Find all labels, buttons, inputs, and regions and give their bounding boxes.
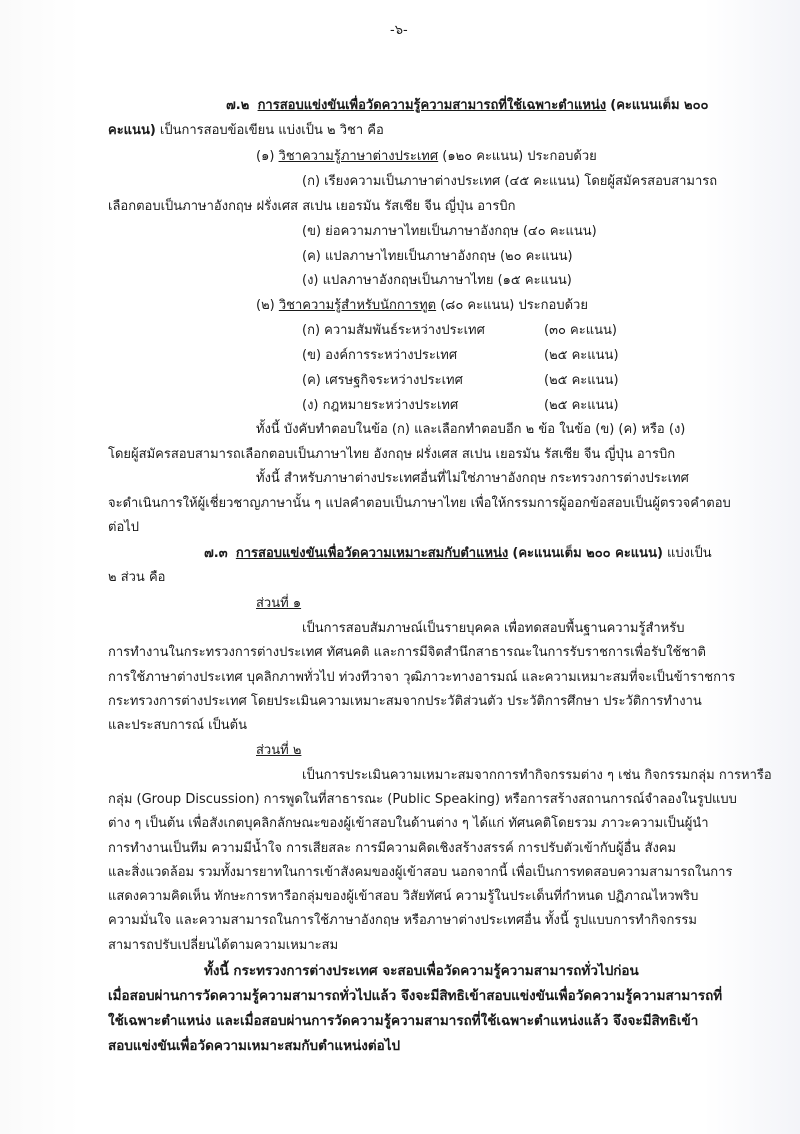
part-2-line: แสดงความคิดเห็น ทักษะการหารือกลุ่มของผู้เข้าสอบ วิสัยทัศน์ ความรู้ในประเด็นที่กำหนด ปฏิภาณไหวพริบ [108,889,699,904]
subject-1-item: (ข) ย่อความภาษาไทยเป็นภาษาอังกฤษ (๔๐ คะแนน) [302,224,597,239]
subject-1-item-continuation: เลือกตอบเป็นภาษาอังกฤษ ฝรั่งเศส สเปน เยอรมัน รัสเซีย จีน ญี่ปุ่น อารบิก [108,199,516,214]
note-paragraph: จะดำเนินการให้ผู้เชี่ยวชาญภาษานั้น ๆ แปลคำตอบเป็นภาษาไทย เพื่อให้กรรมการผู้ออกข้อสอบเป็นผู้ตรวจคำตอบ [108,496,731,511]
section-7-2-score: (คะแนนเต็ม ๒๐๐ [610,98,709,113]
subject-2-title: วิชาความรู้สำหรับนักการทูต [278,298,437,313]
part-2-line: เป็นการประเมินความเหมาะสมจากการทำกิจกรรมต่าง ๆ เช่น กิจกรรมกลุ่ม การหารือ [302,768,772,783]
part-1-line: การทำงานในกระทรวงการต่างประเทศ ทัศนคติ และการมีจิตสำนึกสาธารณะในการรับราชการเพื่อรับใช้ชาติ [108,645,706,660]
subject-2-item: (ก) ความสัมพันธ์ระหว่างประเทศ [302,323,485,338]
subject-2-item-score: (๒๕ คะแนน) [544,373,619,388]
subject-2-item: (ข) องค์การระหว่างประเทศ [302,348,458,363]
note-paragraph: โดยผู้สมัครสอบสามารถเลือกตอบเป็นภาษาไทย อังกฤษ ฝรั่งเศส สเปน เยอรมัน รัสเซีย จีน ญี่ปุ่น อารบิก [108,447,676,462]
subject-2-item-score: (๒๕ คะแนน) [544,398,619,413]
subject-1-item: (ค) แปลภาษาไทยเป็นภาษาอังกฤษ (๒๐ คะแนน) [302,249,573,264]
note-paragraph: ทั้งนี้ บังคับทำตอบในข้อ (ก) และเลือกทำตอบอีก ๒ ข้อ ในข้อ (ข) (ค) หรือ (ง) [256,422,686,437]
subject-2-heading: (๒) วิชาความรู้สำหรับนักการทูต (๘๐ คะแนน) ประกอบด้วย [256,298,588,313]
subject-1-heading: (๑) วิชาความรู้ภาษาต่างประเทศ (๑๒๐ คะแนน) ประกอบด้วย [256,149,597,164]
note-paragraph: ทั้งนี้ สำหรับภาษาต่างประเทศอื่นที่ไม่ใช่ภาษาอังกฤษ กระทรวงการต่างประเทศ [256,471,689,486]
section-7-3-heading: ๗.๓ การสอบแข่งขันเพื่อวัดความเหมาะสมกับตำแหน่ง (คะแนนเต็ม ๒๐๐ คะแนน) แบ่งเป็น [204,546,712,561]
subject-1-item: (ง) แปลภาษาอังกฤษเป็นภาษาไทย (๑๕ คะแนน) [302,273,572,288]
subject-1-title: วิชาความรู้ภาษาต่างประเทศ [278,149,439,164]
subject-1-item: (ก) เรียงความเป็นภาษาต่างประเทศ (๔๕ คะแนน) โดยผู้สมัครสอบสามารถ [302,174,718,189]
section-7-2-intro: คะแนน) เป็นการสอบข้อเขียน แบ่งเป็น ๒ วิชา คือ [108,123,384,138]
section-7-3-score: (คะแนนเต็ม ๒๐๐ คะแนน) [512,546,663,561]
note-paragraph: ต่อไป [108,520,140,535]
part-1-line: กระทรวงการต่างประเทศ โดยประเมินความเหมาะสมจากประวัติส่วนตัว ประวัติการศึกษา ประวัติการทำงาน [108,694,702,709]
section-7-3-title: การสอบแข่งขันเพื่อวัดความเหมาะสมกับตำแหน่ง [235,546,509,561]
part-2-line: ต่าง ๆ เป็นต้น เพื่อสังเกตบุคลิกลักษณะของผู้เข้าสอบในด้านต่าง ๆ ได้แก่ ทัศนคติโดยรวม ภาวะความเป็นผู้นำ [108,816,709,831]
section-7-3-intro: ๒ ส่วน คือ [108,570,166,585]
section-7-2-title: การสอบแข่งขันเพื่อวัดความรู้ความสามารถที่ใช้เฉพาะตำแหน่ง [257,98,607,113]
closing-line: เมื่อสอบผ่านการวัดความรู้ความสามารถทั่วไปแล้ว จึงจะมีสิทธิเข้าสอบแข่งขันเพื่อวัดความรู้ความสามารถที่ [108,988,723,1004]
page-number: -๖- [390,23,408,38]
subject-2-item-score: (๓๐ คะแนน) [544,323,617,338]
section-7-3-number: ๗.๓ [204,546,228,561]
subject-2-item: (ค) เศรษฐกิจระหว่างประเทศ [302,373,463,388]
part-1-heading: ส่วนที่ ๑ [256,596,302,611]
part-2-heading: ส่วนที่ ๒ [256,743,302,758]
part-1-line: เป็นการสอบสัมภาษณ์เป็นรายบุคคล เพื่อทดสอบพื้นฐานความรู้สำหรับ [302,621,685,636]
part-2-line: ความมั่นใจ และความสามารถในการใช้ภาษาอังกฤษ หรือภาษาต่างประเทศอื่น ทั้งนี้ รูปแบบการทำกิจกรรม [108,913,697,928]
subject-2-item-score: (๒๕ คะแนน) [544,348,619,363]
part-2-line: และสิ่งแวดล้อม รวมทั้งมารยาทในการเข้าสังคมของผู้เข้าสอบ นอกจากนี้ เพื่อเป็นการทดสอบความสามารถในการ [108,865,733,880]
part-1-line: การใช้ภาษาต่างประเทศ บุคลิกภาพทั่วไป ท่วงทีวาจา วุฒิภาวะทางอารมณ์ และความเหมาะสมที่จะเป็นข้าราชการ [108,670,736,685]
section-7-2-number: ๗.๒ [226,98,250,113]
part-2-line: กลุ่ม (Group Discussion) การพูดในที่สาธารณะ (Public Speaking) หรือการสร้างสถานการณ์จำลองในรูปแบบ [108,792,737,807]
closing-line: ทั้งนี้ กระทรวงการต่างประเทศ จะสอบเพื่อวัดความรู้ความสามารถทั่วไปก่อน [204,963,639,979]
part-2-line: การทำงานเป็นทีม ความมีน้ำใจ การเสียสละ การมีความคิดเชิงสร้างสรรค์ การปรับตัวเข้ากับผู้อื่น สังคม [108,841,677,856]
closing-line: สอบแข่งขันเพื่อวัดความเหมาะสมกับตำแหน่งต่อไป [108,1038,401,1054]
closing-line: ใช้เฉพาะตำแหน่ง และเมื่อสอบผ่านการวัดความรู้ความสามารถที่ใช้เฉพาะตำแหน่งแล้ว จึงจะมีสิทธิเข้า [108,1013,699,1029]
part-1-line: และประสบการณ์ เป็นต้น [108,718,247,733]
section-7-2-heading [226,97,709,115]
part-2-line: สามารถปรับเปลี่ยนได้ตามความเหมาะสม [108,938,339,953]
subject-2-item: (ง) กฎหมายระหว่างประเทศ [302,398,459,413]
